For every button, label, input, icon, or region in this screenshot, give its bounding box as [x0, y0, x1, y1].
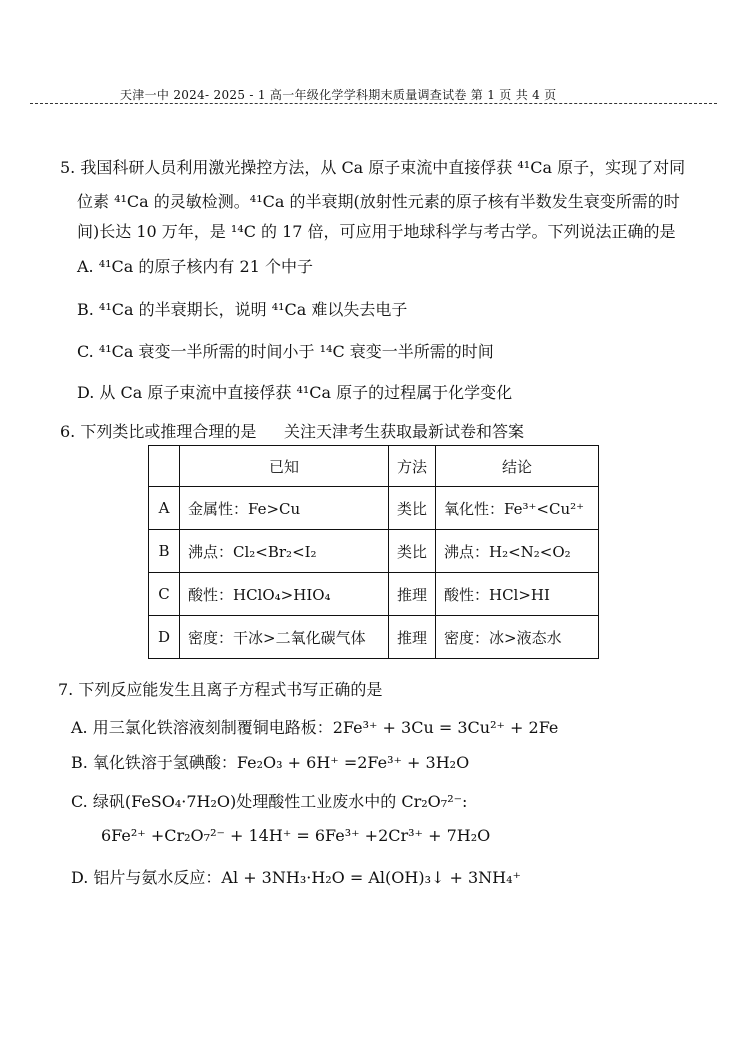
q5-stem-line-1: 5. 我国科研人员利用激光操控方法，从 Ca 原子束流中直接俘获 ⁴¹Ca 原子，实现了对同: [60, 158, 686, 177]
q6-row-letter: C: [149, 573, 180, 616]
q6-row-method: 推理: [389, 616, 436, 659]
q5-stem-line-2: 位素 ⁴¹Ca 的灵敏检测。⁴¹Ca 的半衰期(放射性元素的原子核有半数发生衰变所需的时: [77, 192, 680, 211]
q6-table-row: [149, 573, 599, 616]
q6-row-letter: B: [149, 530, 180, 573]
q6-row-conclusion: 密度：冰>液态水: [436, 616, 599, 659]
q6-header-method: 方法: [389, 446, 436, 487]
q6-row-known: 沸点：Cl₂<Br₂<I₂: [180, 530, 389, 573]
q6-row-conclusion: 沸点：H₂<N₂<O₂: [436, 530, 599, 573]
q6-table-header-row: [149, 446, 599, 487]
page-header: 天津一中 2024- 2025 - 1 高一年级化学学科期末质量调查试卷 第 1 页 共 4 页: [120, 88, 557, 102]
q5-option-d: D. 从 Ca 原子束流中直接俘获 ⁴¹Ca 原子的过程属于化学变化: [77, 383, 513, 402]
q7-option-d: D. 铝片与氨水反应：Al + 3NH₃·H₂O = Al(OH)₃↓ + 3NH₄⁺: [71, 868, 521, 887]
q6-row-conclusion: 酸性：HCl>HI: [436, 573, 599, 616]
q7-option-c-line-1: C. 绿矾(FeSO₄·7H₂O)处理酸性工业废水中的 Cr₂O₇²⁻:: [71, 792, 468, 811]
q6-row-letter: D: [149, 616, 180, 659]
q6-table-row: [149, 616, 599, 659]
q6-row-method: 类比: [389, 487, 436, 530]
q5-stem-line-3: 间)长达 10 万年，是 ¹⁴C 的 17 倍，可应用于地球科学与考古学。下列说法正确的是: [77, 222, 676, 241]
q6-header-conclusion: 结论: [436, 446, 599, 487]
q6-row-known: 密度：干冰>二氧化碳气体: [180, 616, 389, 659]
q5-option-a: A. ⁴¹Ca 的原子核内有 21 个中子: [77, 257, 313, 276]
q5-option-b: B. ⁴¹Ca 的半衰期长，说明 ⁴¹Ca 难以失去电子: [77, 300, 408, 319]
q6-table-row: [149, 530, 599, 573]
q6-table: [148, 445, 599, 659]
q6-header-known: 已知: [180, 446, 389, 487]
q7-option-a: A. 用三氯化铁溶液刻制覆铜电路板：2Fe³⁺ + 3Cu = 3Cu²⁺ + 2Fe: [71, 718, 559, 737]
q6-row-method: 类比: [389, 530, 436, 573]
q6-table-row: [149, 487, 599, 530]
q6-row-known: 酸性：HClO₄>HIO₄: [180, 573, 389, 616]
q7-stem: 7. 下列反应能发生且离子方程式书写正确的是: [58, 680, 383, 699]
q6-row-method: 推理: [389, 573, 436, 616]
q7-option-c-line-2: 6Fe²⁺ +Cr₂O₇²⁻ + 14H⁺ = 6Fe³⁺ +2Cr³⁺ + 7H₂O: [101, 826, 491, 845]
q6-row-letter: A: [149, 487, 180, 530]
q6-stem: 6. 下列类比或推理合理的是: [60, 422, 257, 441]
q6-header-empty: [149, 446, 180, 487]
q6-watermark-text: 关注天津考生获取最新试卷和答案: [284, 422, 525, 441]
q7-option-b: B. 氧化铁溶于氢碘酸：Fe₂O₃ + 6H⁺ =2Fe³⁺ + 3H₂O: [71, 753, 470, 772]
header-divider: [30, 103, 717, 104]
q5-option-c: C. ⁴¹Ca 衰变一半所需的时间小于 ¹⁴C 衰变一半所需的时间: [77, 342, 494, 361]
q6-row-known: 金属性：Fe>Cu: [180, 487, 389, 530]
q6-row-conclusion: 氧化性：Fe³⁺<Cu²⁺: [436, 487, 599, 530]
